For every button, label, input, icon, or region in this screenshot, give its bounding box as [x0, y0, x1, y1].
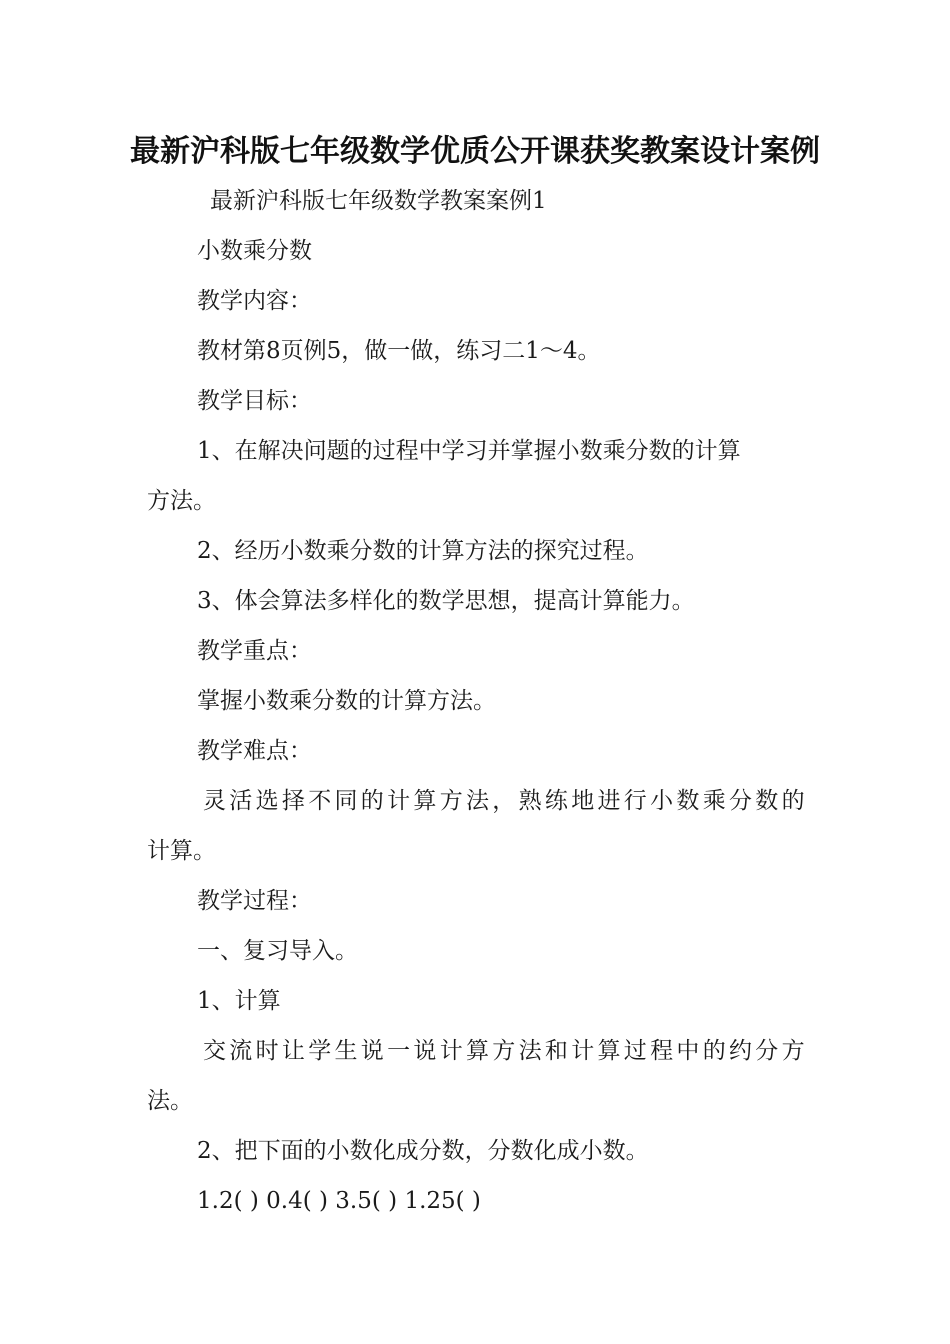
paragraph-exchange: 交流时让学生说一说计算方法和计算过程中的约分方: [203, 1038, 808, 1064]
paragraph-difficulties-continued: 计算。: [147, 838, 216, 864]
paragraph-calculate: 1、计算: [197, 988, 281, 1014]
paragraph-goal-1: 1、在解决问题的过程中学习并掌握小数乘分数的计算: [197, 438, 741, 464]
heading-difficulties: 教学难点：: [197, 738, 312, 764]
paragraph-review-intro: 一、复习导入。: [197, 938, 358, 964]
paragraph-difficulties: 灵活选择不同的计算方法，熟练地进行小数乘分数的: [203, 788, 808, 814]
paragraph-goal-1-continued: 方法。: [147, 488, 216, 514]
paragraph-convert-items: 1.2( ) 0.4( ) 3.5( ) 1.25( ): [197, 1188, 481, 1214]
paragraph-goal-2: 2、经历小数乘分数的计算方法的探究过程。: [197, 538, 649, 564]
heading-teaching-goals: 教学目标：: [197, 388, 312, 414]
paragraph-teaching-content: 教材第8页例5，做一做，练习二1～4。: [197, 338, 601, 364]
heading-teaching-process: 教学过程：: [197, 888, 312, 914]
paragraph-exchange-continued: 法。: [147, 1088, 193, 1114]
paragraph-topic: 小数乘分数: [197, 238, 312, 264]
document-title: 最新沪科版七年级数学优质公开课获奖教案设计案例: [130, 134, 820, 169]
paragraph-convert-task: 2、把下面的小数化成分数，分数化成小数。: [197, 1138, 649, 1164]
document-subtitle: 最新沪科版七年级数学教案案例1: [210, 188, 547, 214]
heading-teaching-content: 教学内容：: [197, 288, 312, 314]
paragraph-key-points: 掌握小数乘分数的计算方法。: [197, 688, 496, 714]
heading-key-points: 教学重点：: [197, 638, 312, 664]
paragraph-goal-3: 3、体会算法多样化的数学思想，提高计算能力。: [197, 588, 695, 614]
